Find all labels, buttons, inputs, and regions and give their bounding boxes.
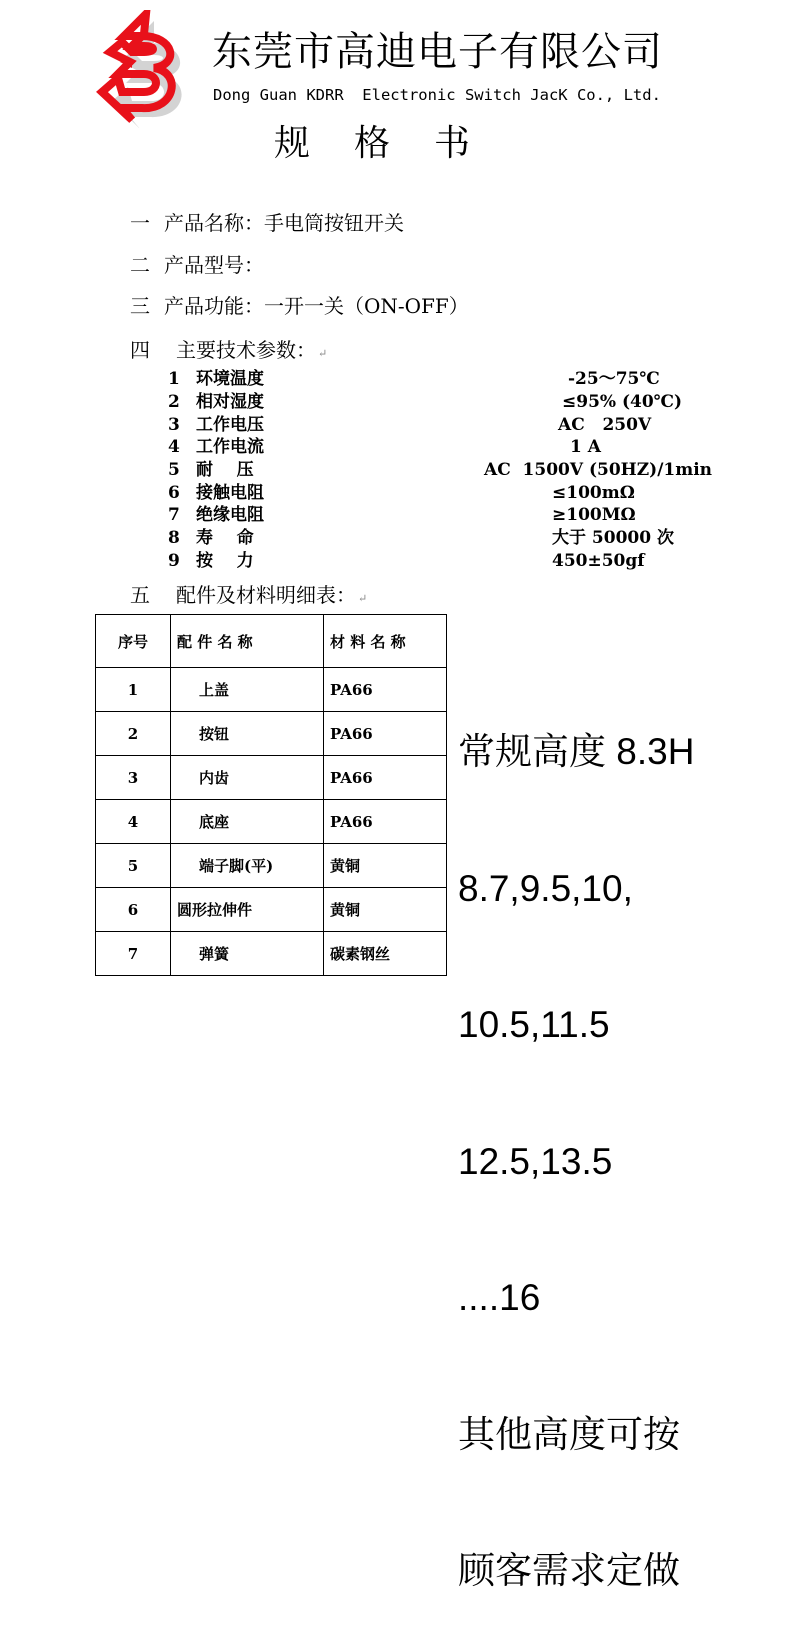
height-options-note: [458, 638, 694, 1639]
cell-no: 3: [96, 756, 171, 800]
cell-material: PA66: [324, 668, 447, 712]
param-row: [168, 371, 708, 393]
parts-table: [95, 614, 447, 976]
param-row: [168, 417, 708, 439]
param-no: 1: [168, 369, 180, 389]
table-row: [96, 756, 447, 800]
table-row: [96, 932, 447, 976]
note-line: 常规高度 8.3H: [458, 731, 695, 772]
cell-part: 端子脚(平): [171, 844, 324, 888]
cell-no: 2: [96, 712, 171, 756]
param-value: 1 A: [570, 437, 601, 457]
header-no: 序号: [96, 615, 171, 668]
table-row: [96, 668, 447, 712]
param-name: 按 力: [196, 551, 254, 571]
return-mark: ↵: [318, 347, 328, 360]
param-no: 4: [168, 437, 180, 457]
param-value: 450±50gf: [552, 551, 645, 571]
header-material: 材 料 名 称: [324, 615, 447, 668]
document-title: 规格书: [274, 123, 515, 164]
param-no: 8: [168, 528, 180, 548]
company-name-cn: 东莞市高迪电子有限公司: [212, 29, 663, 75]
company-name-en: Dong Guan KDRR Electronic Switch JacK Co., Ltd.: [213, 86, 661, 104]
param-value: AC 1500V (50HZ)/1min: [484, 460, 713, 480]
param-row: [168, 439, 708, 461]
cell-material: 黄铜: [324, 888, 447, 932]
param-name: 耐 压: [196, 460, 254, 480]
cell-part: 底座: [171, 800, 324, 844]
note-line: 其他高度可按: [458, 1413, 680, 1455]
cell-material: PA66: [324, 712, 447, 756]
param-row: [168, 460, 713, 484]
section-label: 配件及材料明细表：: [176, 583, 356, 607]
param-no: 2: [168, 392, 180, 412]
param-value: -25～75℃: [568, 369, 660, 389]
header-part: 配 件 名 称: [171, 615, 324, 668]
cell-no: 4: [96, 800, 171, 844]
param-value: 大于 50000 次: [552, 528, 674, 548]
section-label: 产品型号：: [164, 253, 264, 277]
kdrr-logo-icon: [86, 10, 196, 128]
table-row: [96, 844, 447, 888]
cell-material: 碳素钢丝: [324, 932, 447, 976]
section-label: 产品名称：手电筒按钮开关: [164, 211, 404, 235]
section-product-model: [130, 255, 264, 275]
cell-material: 黄铜: [324, 844, 447, 888]
section-number: 四: [130, 338, 150, 362]
param-no: 6: [168, 483, 180, 503]
table-row: [96, 712, 447, 756]
section-number: 一: [130, 211, 150, 235]
cell-material: PA66: [324, 800, 447, 844]
param-row: [168, 507, 708, 529]
section-label: 主要技术参数：: [176, 338, 316, 362]
section-number: 三: [130, 294, 150, 318]
cell-no: 5: [96, 844, 171, 888]
table-header-row: [96, 615, 447, 668]
cell-part: 内齿: [171, 756, 324, 800]
cell-part: 圆形拉伸件: [171, 888, 324, 932]
section-parts-list: [130, 585, 367, 605]
cell-no: 7: [96, 932, 171, 976]
param-name: 相对湿度: [196, 392, 264, 412]
param-value: ≤100mΩ: [552, 483, 635, 503]
note-line: 12.5,13.5: [458, 1140, 613, 1182]
param-no: 3: [168, 415, 180, 435]
section-number: 五: [130, 583, 150, 607]
param-name: 绝缘电阻: [196, 505, 264, 525]
cell-material: PA66: [324, 756, 447, 800]
param-name: 接触电阻: [196, 483, 264, 503]
note-line: 8.7,9.5,10,: [458, 867, 633, 909]
cell-part: 按钮: [171, 712, 324, 756]
param-name: 环境温度: [196, 369, 264, 389]
cell-no: 1: [96, 668, 171, 712]
param-row: [168, 530, 708, 552]
param-value: ≥100MΩ: [552, 505, 636, 525]
section-product-name: [130, 213, 404, 233]
cell-part: 上盖: [171, 668, 324, 712]
param-no: 9: [168, 551, 180, 571]
table-row: [96, 888, 447, 932]
company-logo: [86, 10, 196, 128]
note-line: ....16: [458, 1277, 541, 1318]
param-no: 7: [168, 505, 180, 525]
section-tech-params: [130, 340, 327, 360]
param-name: 寿 命: [196, 528, 254, 548]
param-row: [168, 485, 708, 507]
cell-part: 弹簧: [171, 932, 324, 976]
param-value: ≤95% (40℃): [562, 392, 683, 412]
param-no: 5: [168, 460, 180, 480]
note-line: 顾客需求定做: [458, 1550, 680, 1591]
note-line: 10.5,11.5: [458, 1004, 610, 1045]
section-number: 二: [130, 253, 150, 277]
return-mark: ↵: [358, 592, 368, 605]
param-row: [168, 553, 708, 575]
param-name: 工作电压: [196, 415, 264, 435]
param-name: 工作电流: [196, 437, 264, 457]
table-row: [96, 800, 447, 844]
param-value: AC 250V: [558, 415, 652, 435]
section-product-function: [130, 296, 469, 316]
section-label: 产品功能：一开一关（ON-OFF）: [164, 294, 469, 318]
cell-no: 6: [96, 888, 171, 932]
param-row: [168, 394, 708, 416]
